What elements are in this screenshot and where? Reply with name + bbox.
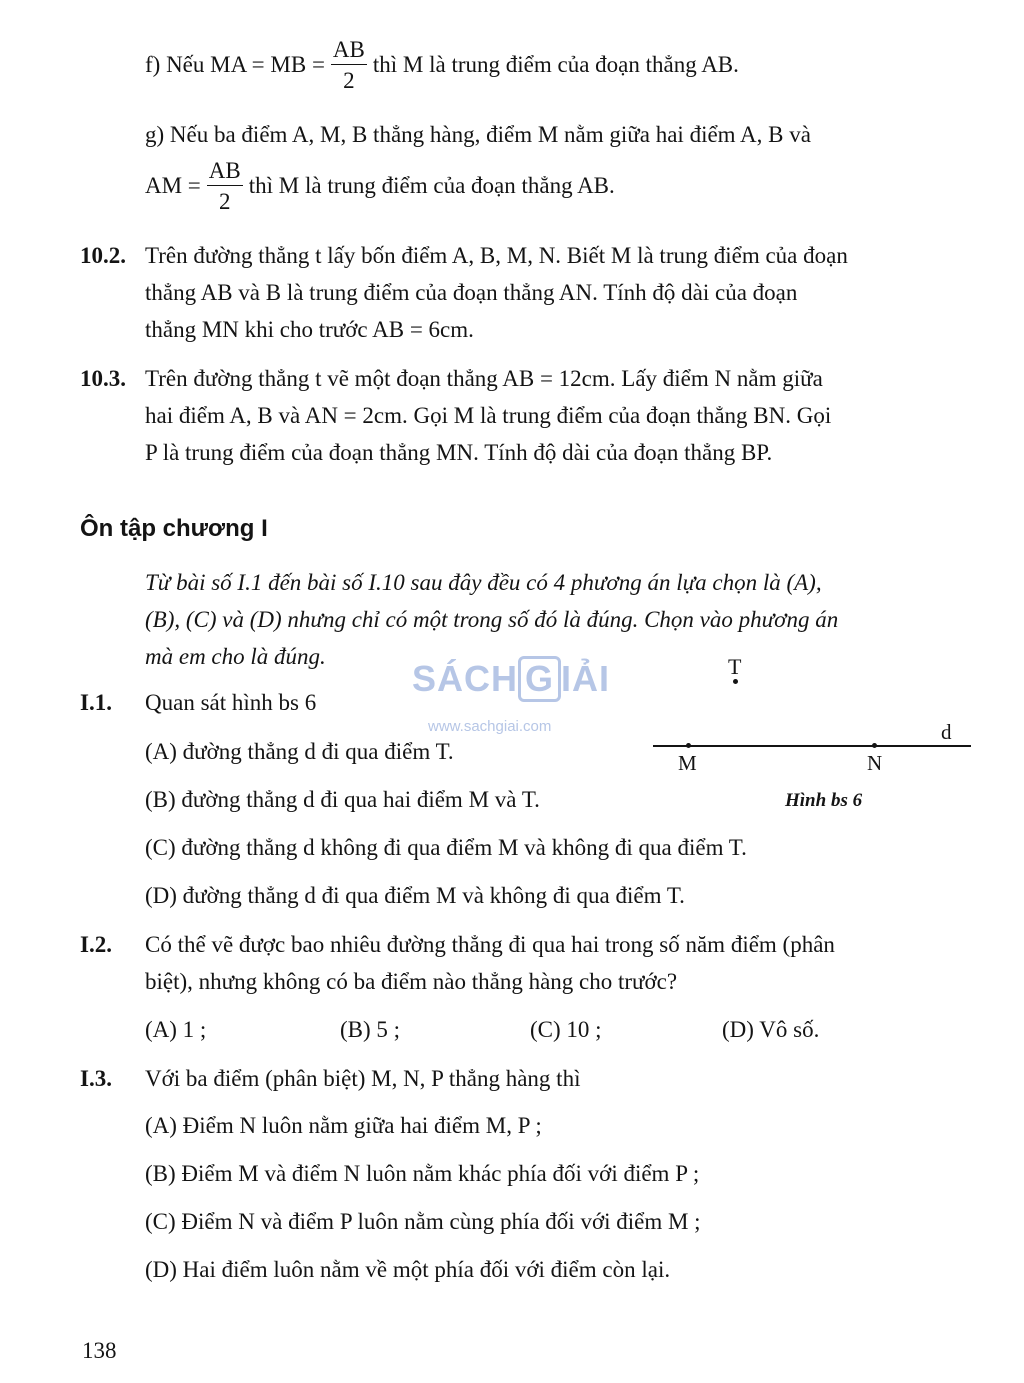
- question-1-option-a: (A) đường thẳng d đi qua điểm T.: [145, 739, 454, 764]
- exercise-10-3-line: hai điểm A, B và AN = 2cm. Gọi M là trung điểm của đoạn thẳng BN. Gọi: [145, 403, 832, 428]
- question-1-option-b: (B) đường thẳng d đi qua hai điểm M và T.: [145, 787, 540, 812]
- question-2-number: I.2.: [80, 932, 112, 957]
- figure-label-d: d: [941, 720, 952, 744]
- line-d: [653, 745, 971, 747]
- exercise-10-3-line: P là trung điểm của đoạn thẳng MN. Tính độ dài của đoạn thẳng BP.: [145, 440, 773, 465]
- item-g-suffix: thì M là trung điểm của đoạn thẳng AB.: [248, 173, 615, 198]
- question-3-option-d: (D) Hai điểm luôn nằm về một phía đối với điểm còn lại.: [145, 1257, 671, 1282]
- question-1-option-c: (C) đường thẳng d không đi qua điểm M và không đi qua điểm T.: [145, 835, 747, 860]
- fraction-denominator: 2: [343, 68, 355, 93]
- page-number: 138: [82, 1338, 117, 1363]
- section-title: Ôn tập chương I: [80, 515, 268, 542]
- exercise-10-3-number: 10.3.: [80, 366, 126, 391]
- question-3-option-a: (A) Điểm N luôn nằm giữa hai điểm M, P ;: [145, 1113, 542, 1138]
- fraction-numerator: AB: [207, 159, 243, 186]
- fraction-denominator: 2: [219, 189, 231, 214]
- fraction-numerator: AB: [331, 38, 367, 65]
- question-3-stem: Với ba điểm (phân biệt) M, N, P thẳng hàng thì: [145, 1066, 581, 1091]
- figure-label-m: M: [678, 751, 697, 775]
- question-3-option-b: (B) Điểm M và điểm N luôn nằm khác phía đối với điểm P ;: [145, 1161, 700, 1186]
- watermark-logo: [412, 656, 610, 702]
- question-2-option-d: (D) Vô số.: [722, 1017, 820, 1042]
- question-2-option-c: (C) 10 ;: [530, 1017, 602, 1042]
- watermark-box: G: [518, 656, 561, 702]
- exercise-10-2-line: thẳng AB và B là trung điểm của đoạn thẳng AN. Tính độ dài của đoạn: [145, 280, 798, 305]
- question-2-line: biệt), nhưng không có ba điểm nào thẳng hàng cho trước?: [145, 969, 678, 994]
- item-f-prefix: f) Nếu MA = MB =: [145, 52, 325, 77]
- exercise-10-2-line: Trên đường thẳng t lấy bốn điểm A, B, M, N. Biết M là trung điểm của đoạn: [145, 243, 848, 268]
- fraction-ab-over-2: [207, 159, 243, 213]
- point-n-dot: [872, 743, 877, 748]
- figure-label-n: N: [867, 751, 883, 775]
- exercise-10-3-line: Trên đường thẳng t vẽ một đoạn thẳng AB = 12cm. Lấy điểm N nằm giữa: [145, 366, 823, 391]
- item-g-line-1: g) Nếu ba điểm A, M, B thẳng hàng, điểm M nằm giữa hai điểm A, B và: [145, 122, 811, 147]
- question-2-option-b: (B) 5 ;: [340, 1017, 401, 1042]
- watermark-url: www.sachgiai.com: [428, 718, 552, 735]
- intro-line: (B), (C) và (D) nhưng chỉ có một trong số đó là đúng. Chọn vào phương án: [145, 607, 839, 632]
- figure-label-t: T: [728, 654, 742, 679]
- question-1-option-d: (D) đường thẳng d đi qua điểm M và không đi qua điểm T.: [145, 883, 685, 908]
- point-t-dot: [733, 679, 738, 684]
- intro-line: Từ bài số I.1 đến bài số I.10 sau đây đều có 4 phương án lựa chọn là (A),: [145, 570, 822, 595]
- question-1-number: I.1.: [80, 690, 112, 715]
- watermark-left: SÁCH: [412, 658, 519, 699]
- figure-caption: Hình bs 6: [785, 790, 863, 811]
- fraction-ab-over-2: [331, 38, 367, 92]
- point-m-dot: [686, 743, 691, 748]
- item-g-line-2: [145, 155, 615, 217]
- question-1-stem: Quan sát hình bs 6: [145, 690, 317, 715]
- question-3-number: I.3.: [80, 1066, 112, 1091]
- item-f-suffix: thì M là trung điểm của đoạn thẳng AB.: [372, 52, 739, 77]
- exercise-10-2-number: 10.2.: [80, 243, 126, 268]
- watermark-right: IẢI: [561, 658, 611, 699]
- question-2-option-a: (A) 1 ;: [145, 1017, 207, 1042]
- question-3-option-c: (C) Điểm N và điểm P luôn nằm cùng phía đối với điểm M ;: [145, 1209, 701, 1234]
- item-g-prefix: AM =: [145, 173, 201, 198]
- exercise-10-2-line: thẳng MN khi cho trước AB = 6cm.: [145, 317, 474, 342]
- item-f: [145, 34, 739, 96]
- intro-line: mà em cho là đúng.: [145, 644, 326, 669]
- question-2-line: Có thể vẽ được bao nhiêu đường thẳng đi qua hai trong số năm điểm (phân: [145, 932, 835, 957]
